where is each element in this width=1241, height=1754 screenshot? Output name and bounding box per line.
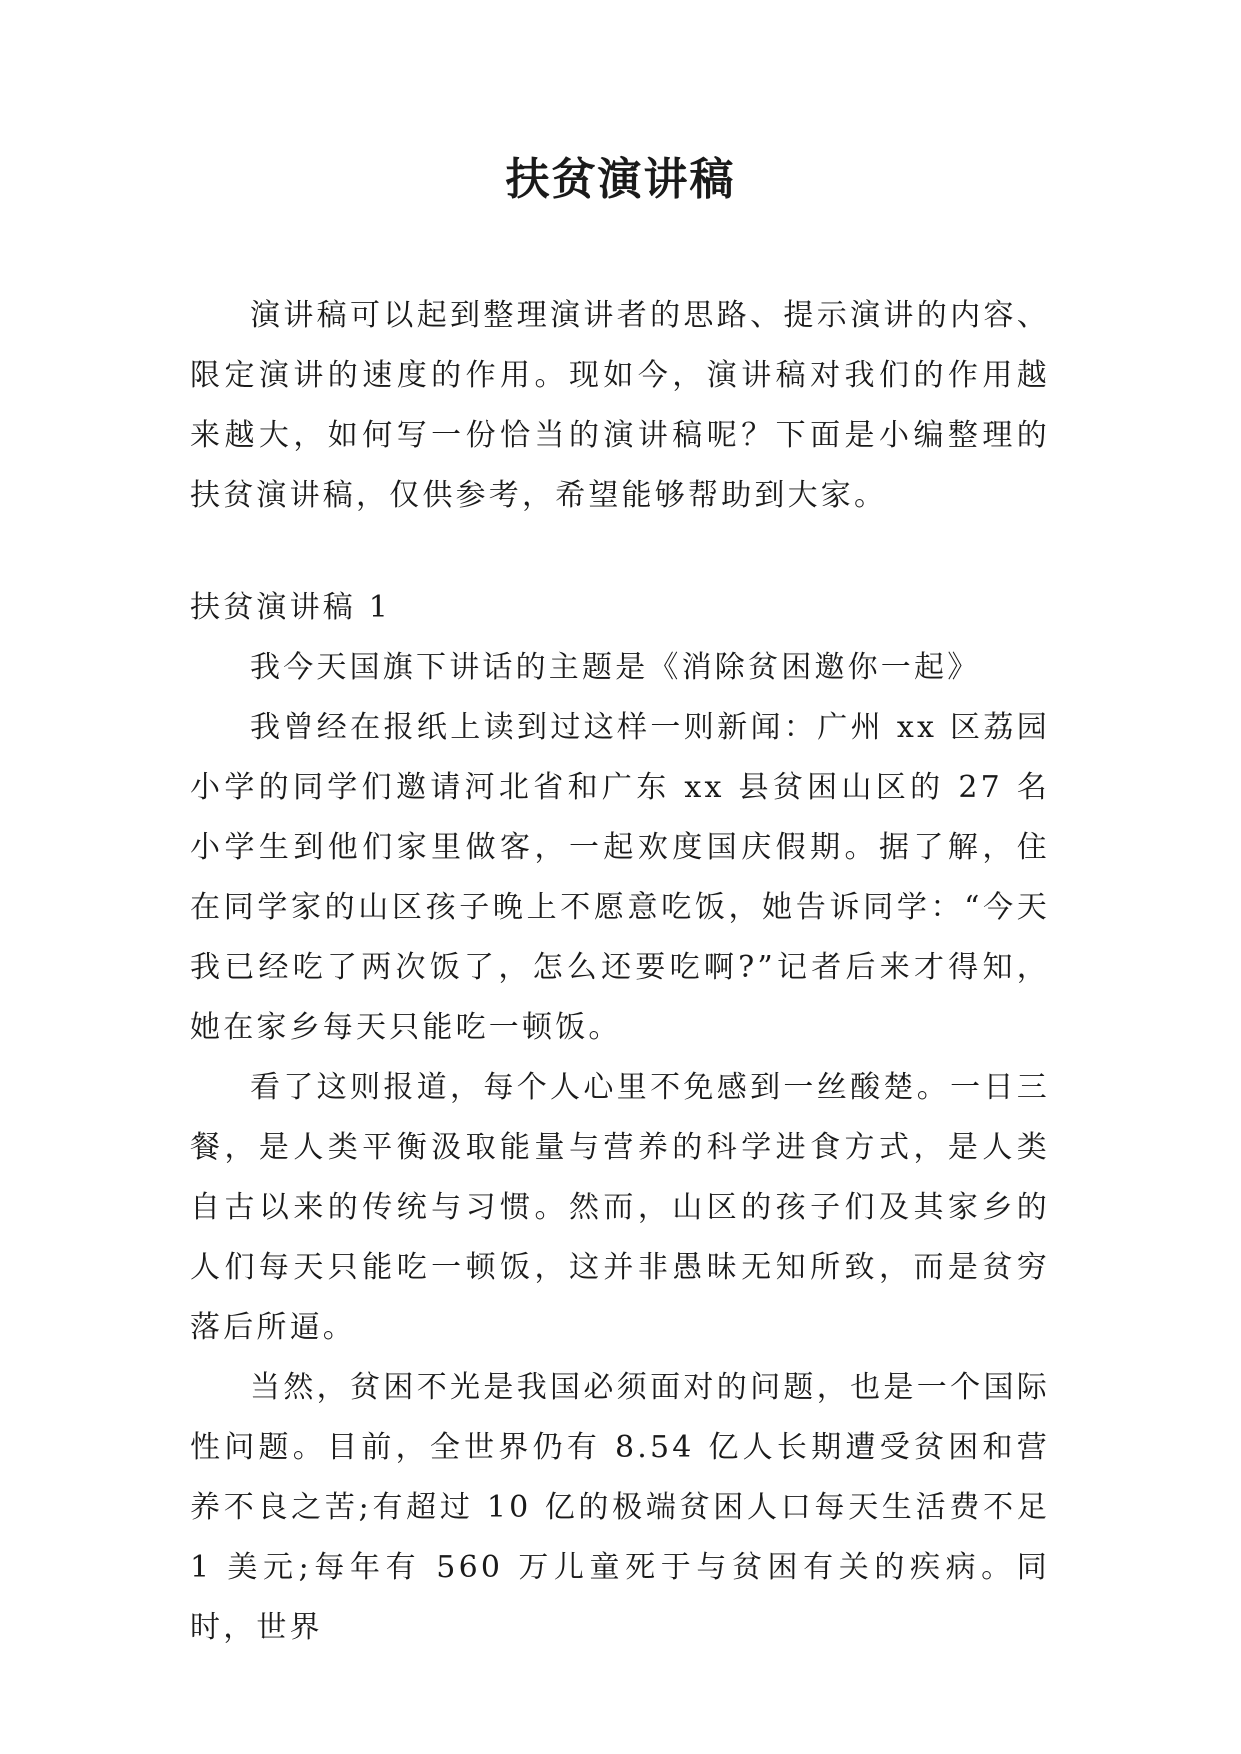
- body-paragraph-2: 我曾经在报纸上读到过这样一则新闻：广州 xx 区荔园小学的同学们邀请河北省和广东 xx 县贫困山区的 27 名小学生到他们家里做客，一起欢度国庆假期。据了解，住在同学家的山区孩子晚上不愿意吃饭，她告诉同学：“今天我已经吃了两次饭了，怎么还要吃啊?”记者后来才得知，她在家乡每天只能吃一顿饭。: [190, 710, 1050, 1045]
- section-block: [190, 578, 1050, 1658]
- intro-block: [190, 286, 1050, 526]
- body-paragraph-4: 当然，贫困不光是我国必须面对的问题，也是一个国际性问题。目前，全世界仍有 8.54 亿人长期遭受贫困和营养不良之苦;有超过 10 亿的极端贫困人口每天生活费不足 1 美元;每年有 560 万儿童死于与贫困有关的疾病。同时，世界: [190, 1370, 1050, 1645]
- section-heading: 扶贫演讲稿 1: [190, 590, 392, 625]
- body-paragraph-1: 我今天国旗下讲话的主题是《消除贫困邀你一起》: [250, 650, 981, 685]
- body-paragraph-3: 看了这则报道，每个人心里不免感到一丝酸楚。一日三餐，是人类平衡汲取能量与营养的科学进食方式，是人类自古以来的传统与习惯。然而，山区的孩子们及其家乡的人们每天只能吃一顿饭，这并非愚昧无知所致，而是贫穷落后所逼。: [190, 1070, 1050, 1345]
- document-title: 扶贫演讲稿: [505, 154, 736, 205]
- intro-paragraph: 演讲稿可以起到整理演讲者的思路、提示演讲的内容、限定演讲的速度的作用。现如今，演讲稿对我们的作用越来越大，如何写一份恰当的演讲稿呢？下面是小编整理的扶贫演讲稿，仅供参考，希望能够帮助到大家。: [190, 298, 1050, 513]
